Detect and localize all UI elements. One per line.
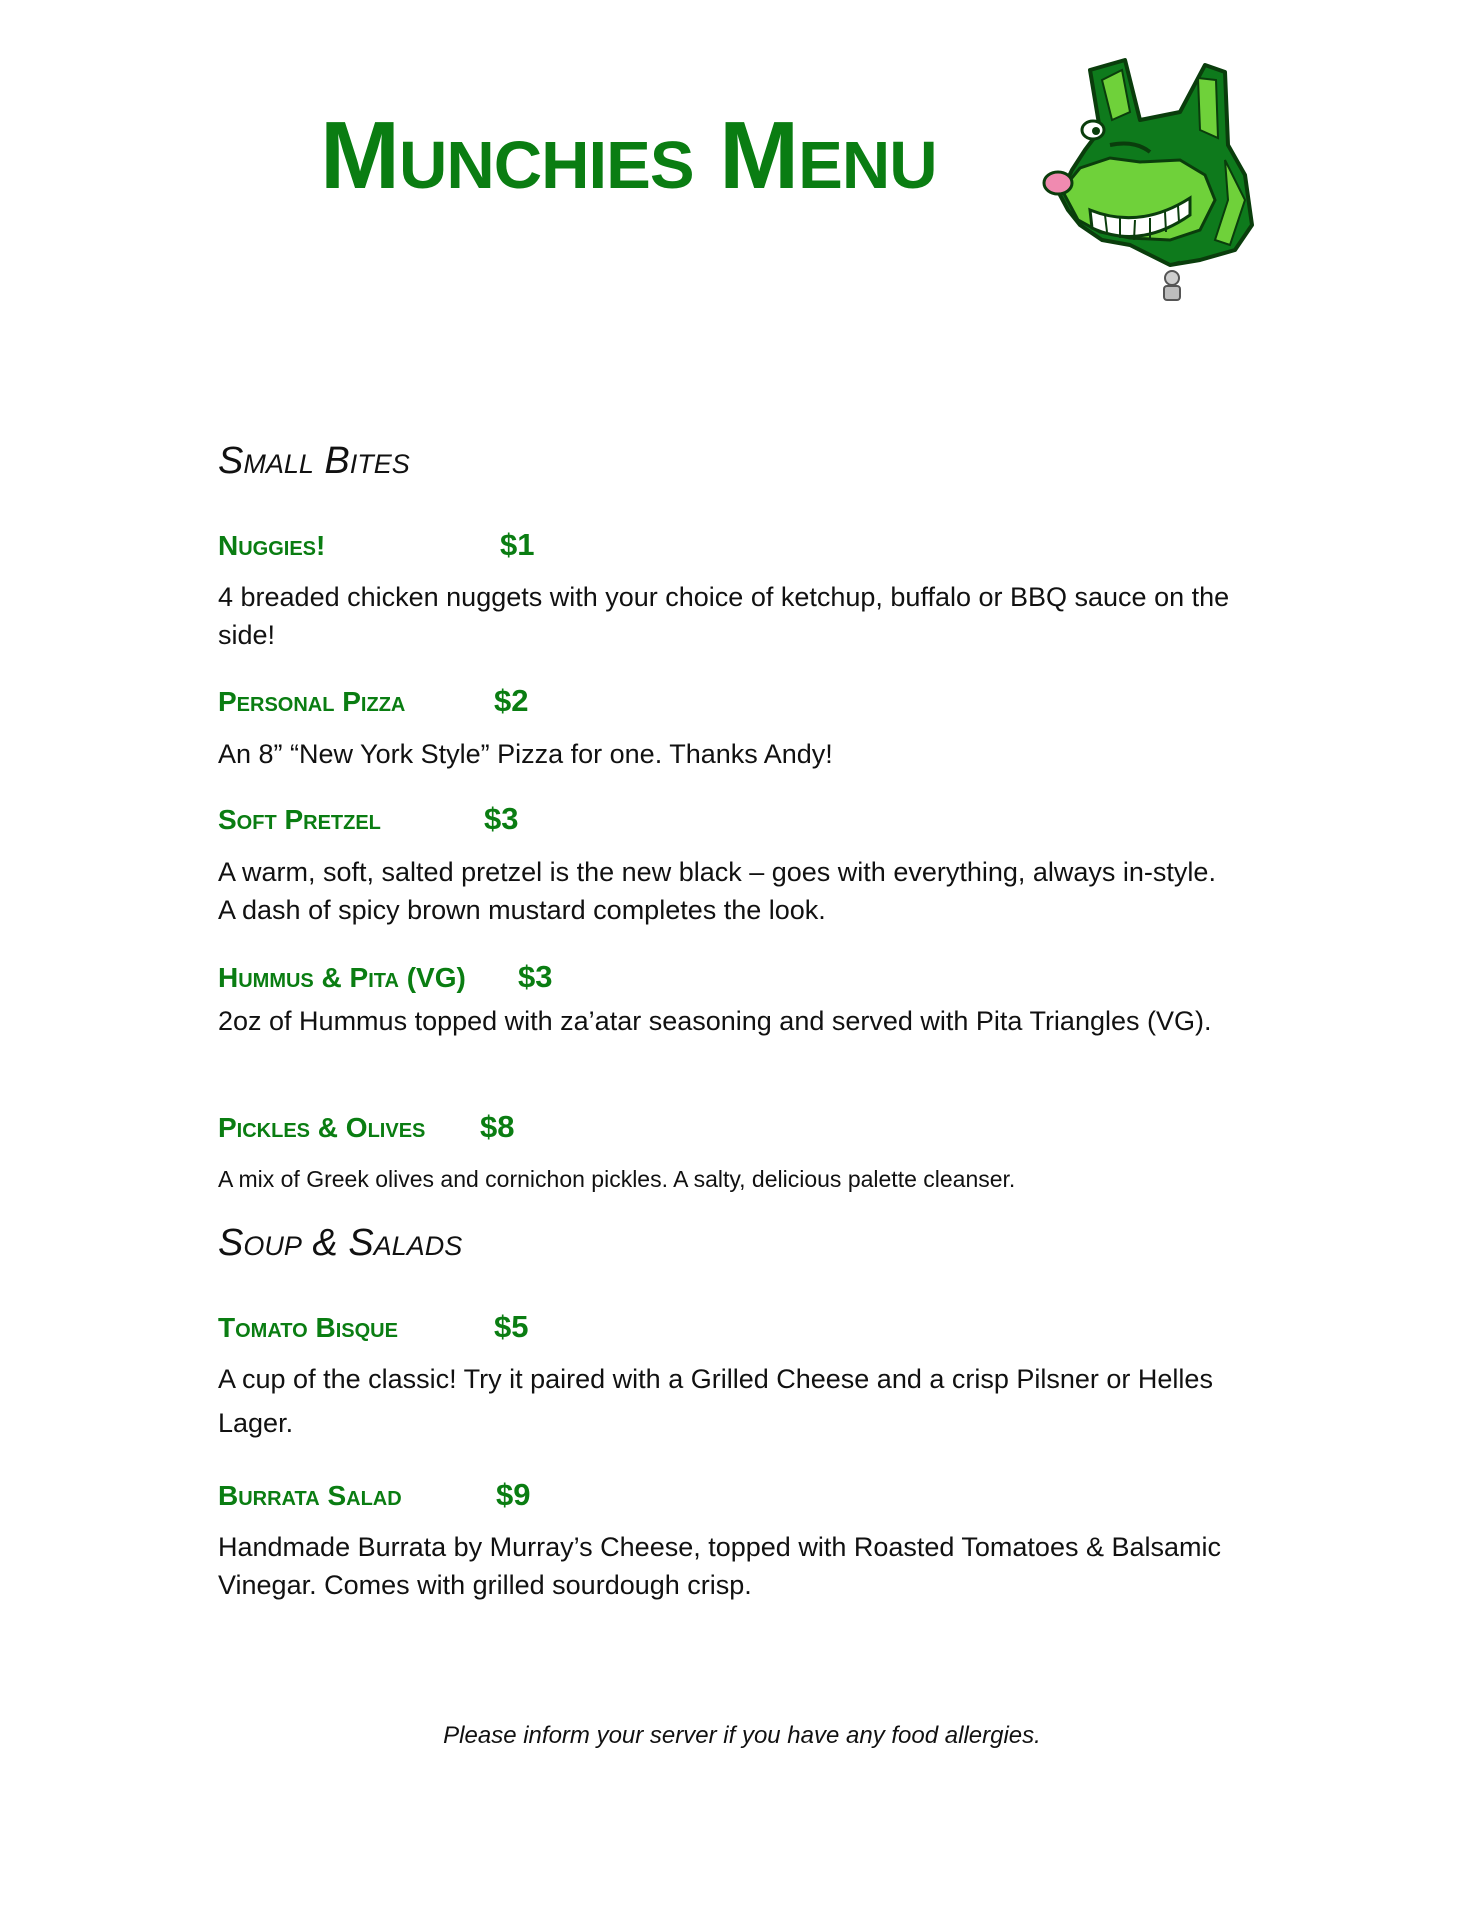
menu-item-heading [218,1109,515,1144]
item-price: $2 [494,683,529,718]
menu-item-heading [218,1309,529,1344]
section-heading-small-bites: Small Bites [218,440,410,482]
allergy-note: Please inform your server if you have any food allergies. [443,1722,1041,1749]
item-name: Burrata Salad [218,1480,402,1511]
item-price: $1 [500,527,535,562]
item-price: $3 [518,959,553,994]
menu-item-heading [218,683,529,718]
dog-head-logo-icon [1030,50,1270,305]
menu-item-heading [218,801,519,836]
item-description: A cup of the classic! Try it paired with a Grilled Cheese and a crisp Pilsner or Helles Lager. [218,1364,1213,1438]
item-name: Tomato Bisque [218,1312,398,1343]
item-price: $8 [480,1109,515,1144]
item-description: 4 breaded chicken nuggets with your choice of ketchup, buffalo or BBQ sauce on the side! [218,582,1230,650]
menu-item-heading [218,959,553,994]
menu-title: Munchies Menu [320,102,937,209]
item-price: $5 [494,1309,529,1344]
item-description: 2oz of Hummus topped with za’atar seasoning and served with Pita Triangles (VG). [218,1006,1212,1036]
item-name: Nuggies! [218,530,326,561]
item-name: Pickles & Olives [218,1112,426,1143]
menu-item-heading [218,527,535,562]
item-name: Personal Pizza [218,686,406,717]
section-heading-soup-salads: Soup & Salads [218,1222,463,1264]
item-price: $3 [484,801,519,836]
item-description: An 8” “New York Style” Pizza for one. Thanks Andy! [218,739,833,769]
item-name: Hummus & Pita (VG) [218,962,466,993]
item-description: Handmade Burrata by Murray’s Cheese, topped with Roasted Tomatoes & Balsamic Vinegar. Comes with grilled sourdough crisp. [218,1532,1222,1600]
item-description: A mix of Greek olives and cornichon pickles. A salty, delicious palette cleanser. [218,1166,1016,1192]
item-description: A warm, soft, salted pretzel is the new black – goes with everything, always in-style. A dash of spicy brown mustard completes the look. [218,857,1216,925]
menu-item-heading [218,1477,531,1512]
item-price: $9 [496,1477,531,1512]
item-name: Soft Pretzel [218,804,381,835]
